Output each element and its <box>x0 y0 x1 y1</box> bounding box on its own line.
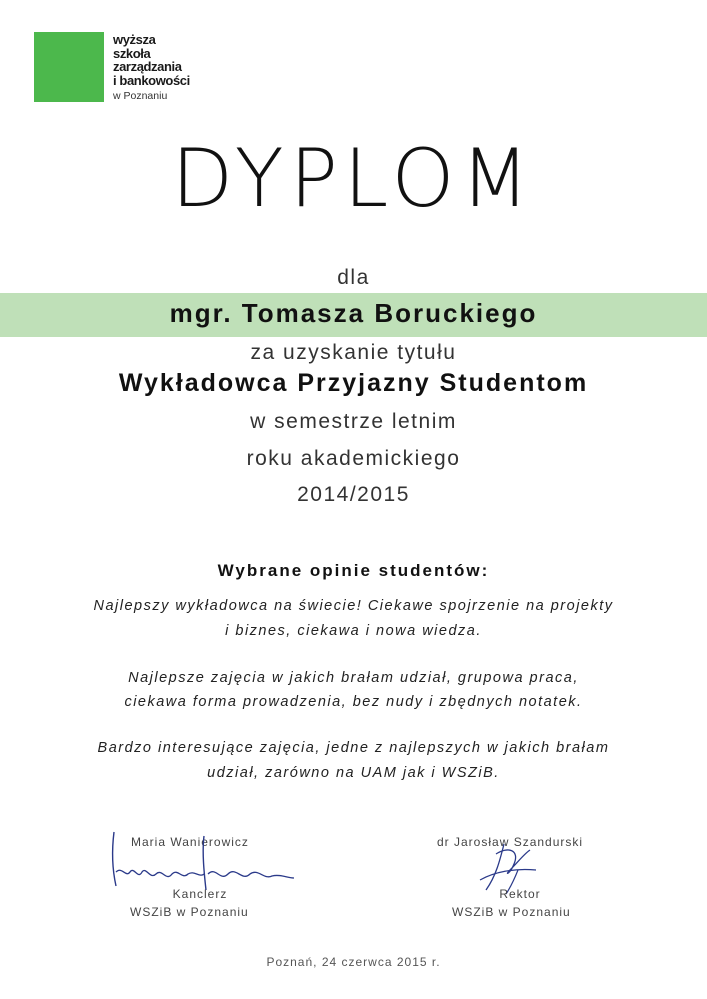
academic-year-label: roku akademickiego <box>246 447 461 470</box>
opinion-line: Najlepsze zajęcia w jakich brałam udział, grupowa praca, <box>128 670 579 686</box>
semester-text: w semestrze letnim <box>250 410 457 433</box>
for-label: dla <box>337 266 370 289</box>
chancellor-name: Maria Wanierowicz <box>131 835 249 849</box>
chancellor-role: Kanclerz <box>172 887 228 901</box>
opinion-line: Bardzo interesujące zajęcia, jedne z najlepszych w jakich brałam <box>97 740 610 756</box>
opinion-line: udział, zarówno na UAM jak i WSZiB. <box>207 765 500 781</box>
rector-institution: WSZiB w Poznaniu <box>452 905 571 919</box>
diploma-title <box>0 132 707 225</box>
award-title: Wykładowca Przyjazny Studentom <box>118 369 589 397</box>
opinion-line: ciekawa forma prowadzenia, bez nudy i zbędnych notatek. <box>124 694 583 710</box>
opinions-heading: Wybrane opinie studentów: <box>217 561 490 580</box>
logo-line: i bankowości <box>113 72 190 88</box>
logo-subtitle: w Poznaniu <box>113 90 168 102</box>
rector-role: Rektor <box>499 887 541 901</box>
school-logo-text <box>113 33 190 87</box>
opinion-line: Najlepszy wykładowca na świecie! Ciekawe spojrzenie na projekty <box>93 598 614 614</box>
place-date: Poznań, 24 czerwca 2015 r. <box>266 955 441 969</box>
diploma-title-text: DYPLOM <box>171 132 536 225</box>
academic-year: 2014/2015 <box>297 483 410 506</box>
logo-line: szkoła <box>113 45 151 61</box>
chancellor-institution: WSZiB w Poznaniu <box>130 905 249 919</box>
logo-line: zarządzania <box>113 59 182 74</box>
school-logo-mark <box>34 32 104 102</box>
recipient-name: mgr. Tomasza Boruckiego <box>169 298 538 328</box>
rector-name: dr Jarosław Szandurski <box>437 835 584 849</box>
logo-line: wyższa <box>113 32 156 47</box>
obtaining-title-text: za uzyskanie tytułu <box>250 341 457 364</box>
opinion-line: i biznes, ciekawa i nowa wiedza. <box>225 623 482 639</box>
